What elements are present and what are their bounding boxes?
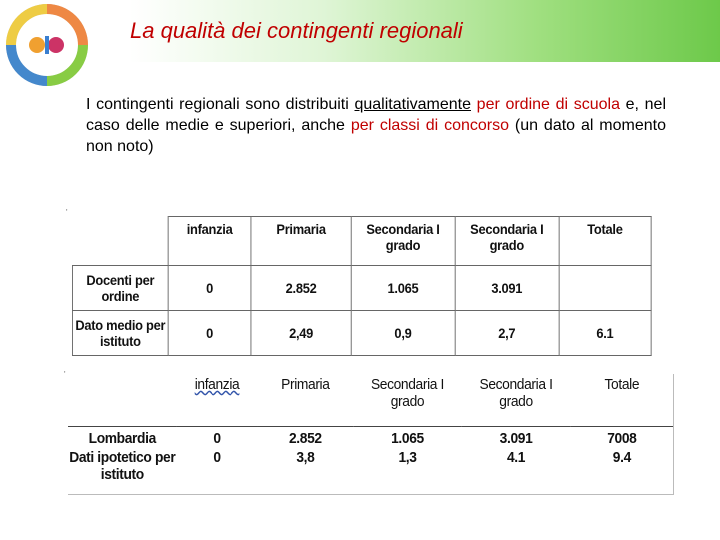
- table-row: [68, 427, 673, 450]
- table1-row-label: Dato medio per istituto: [72, 311, 168, 356]
- table1-header-cell: Secondaria I grado: [455, 217, 559, 266]
- table1-header-cell: Secondaria I grado: [351, 217, 455, 266]
- table2-cell: 0: [177, 427, 258, 450]
- table-lombardia: [64, 370, 674, 496]
- intro-part-3: per ordine di scuola: [471, 96, 620, 113]
- intro-paragraph: [86, 94, 666, 157]
- table1-cell: 2.852: [251, 266, 351, 311]
- table1-header-cell: infanzia: [168, 217, 251, 266]
- table1-cell: 6.1: [559, 311, 651, 356]
- table2-header-cell: Primaria: [281, 376, 330, 393]
- table2-cell: 0: [213, 449, 221, 466]
- table1-header-cell: Totale: [559, 217, 651, 266]
- table2-header-cell: infanzia: [194, 376, 240, 393]
- table-docenti-per-ordine: [66, 208, 652, 356]
- table1-cell: 2,49: [251, 311, 351, 356]
- table2-cell: 7008: [570, 427, 673, 450]
- table2-row-label: Dati ipotetico per istituto: [69, 449, 176, 483]
- table2-cell: 1.065: [353, 427, 462, 450]
- table2-cell: 1,3: [398, 449, 417, 466]
- table2-header-cell: Secondaria I grado: [479, 376, 553, 410]
- table2-cell: 9.4: [612, 449, 631, 466]
- table2-bottom-border: [68, 494, 674, 495]
- intro-part-1: I contingenti regionali sono distribuiti: [86, 96, 355, 113]
- table2-header-cell: Secondaria I grado: [370, 376, 445, 410]
- table2-cell: 3,8: [296, 449, 315, 466]
- table1-row-label: Docenti per ordine: [72, 266, 168, 311]
- table2-corner: [68, 374, 177, 427]
- page-title: La qualità dei contingenti regionali: [130, 18, 463, 43]
- table2-cell: 4.1: [506, 449, 526, 466]
- table1-header-row: [72, 217, 651, 266]
- table1-cell: 1.065: [351, 266, 455, 311]
- table-row: [72, 266, 651, 311]
- table1-cell: 0,9: [351, 311, 455, 356]
- oin-logo-icon: [4, 2, 90, 88]
- table1-cell: 0: [168, 266, 251, 311]
- intro-part-6: (un dato al momento non noto): [86, 117, 666, 155]
- table1-cell: 0: [168, 311, 251, 356]
- table2-header-row: [68, 374, 673, 427]
- table2-cell: 3.091: [462, 427, 571, 450]
- table2-header-cell: Totale: [604, 376, 640, 393]
- table2-right-border: [673, 374, 674, 495]
- intro-part-4: e, nel caso delle medie e superiori, anche: [86, 96, 666, 134]
- table1-cell: 2,7: [455, 311, 559, 356]
- table1-header-cell: Primaria: [251, 217, 351, 266]
- table1-cell: 3.091: [455, 266, 559, 311]
- intro-part-2: qualitativamente: [354, 96, 471, 113]
- table-row: [68, 449, 673, 493]
- corner-mark: ': [64, 370, 66, 379]
- table1-corner: [72, 217, 168, 266]
- intro-part-5: per classi di concorso: [350, 117, 510, 134]
- table-row: [72, 311, 651, 356]
- table1-cell: [559, 266, 651, 311]
- table2-cell: 2.852: [258, 427, 354, 450]
- corner-mark: ': [66, 208, 68, 217]
- table2-row-label: Lombardia: [68, 427, 177, 450]
